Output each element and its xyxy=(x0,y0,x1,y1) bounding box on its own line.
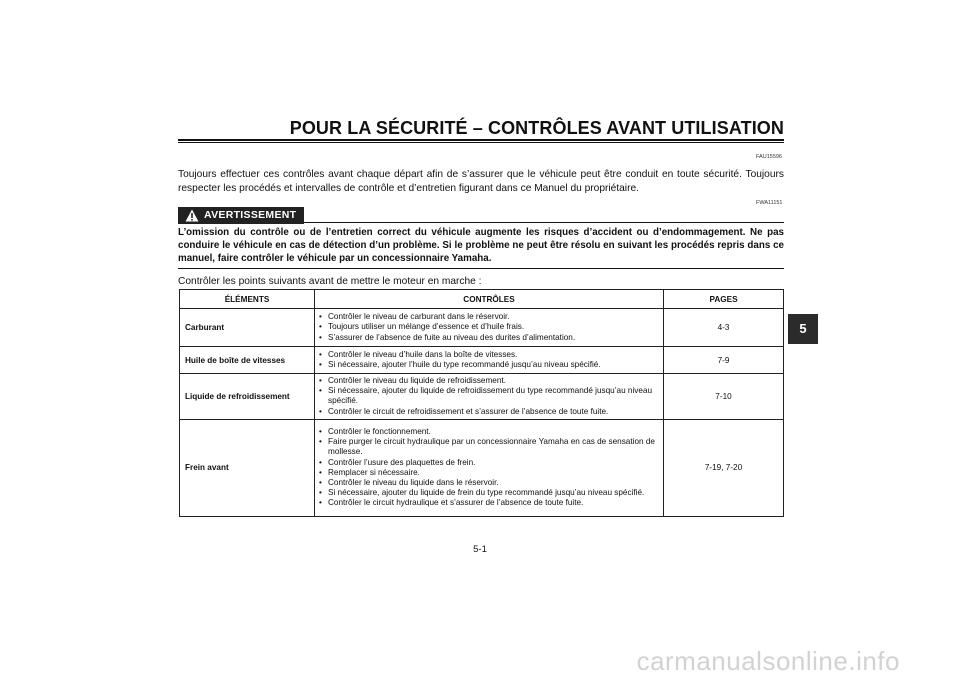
check-item: • Contrôler le circuit de refroidissement et s’assurer de l’absence de toute fuite. xyxy=(319,407,659,417)
row-checks xyxy=(315,419,664,516)
chapter-tab: 5 xyxy=(788,314,818,344)
warning-text: L’omission du contrôle ou de l’entretien correct du véhicule augmente les risques d’accident ou d’endommagement. Ne pas conduire le véhicule en cas de détection d’un problème. Si le problème ne peut être résolu en suivant les procédés repris dans ce manuel, faire contrôler le véhicule par un concessionnaire Yamaha. xyxy=(178,227,784,265)
header-checks: CONTRÔLES xyxy=(315,290,664,309)
row-element: Huile de boîte de vitesses xyxy=(180,347,315,374)
row-element: Carburant xyxy=(180,309,315,347)
page-number: 5-1 xyxy=(473,544,487,555)
warning-bottom-rule xyxy=(178,268,784,269)
row-checks xyxy=(315,309,664,347)
warning-rule xyxy=(304,222,784,223)
row-pages: 4-3 xyxy=(664,309,784,347)
header-elements: ÉLÉMENTS xyxy=(180,290,315,309)
row-pages: 7-19, 7-20 xyxy=(664,419,784,516)
check-item: • Contrôler le fonctionnement. xyxy=(319,427,659,437)
title-rule xyxy=(178,139,784,143)
warning-badge xyxy=(178,207,304,224)
checks-table xyxy=(179,289,784,517)
table-row xyxy=(180,309,784,347)
warning-label: AVERTISSEMENT xyxy=(204,209,297,221)
check-item: • Contrôler le niveau de carburant dans le réservoir. xyxy=(319,312,659,322)
check-item: • Si nécessaire, ajouter du liquide de refroidissement du type recommandé jusqu’au niveau spécifié. xyxy=(319,386,659,406)
table-header-row xyxy=(180,290,784,309)
row-pages: 7-9 xyxy=(664,347,784,374)
check-item: • Si nécessaire, ajouter l’huile du type recommandé jusqu’au niveau spécifié. xyxy=(319,360,659,370)
row-pages: 7-10 xyxy=(664,374,784,420)
section-code: FAU15596 xyxy=(756,154,782,160)
check-item: • S’assurer de l’absence de fuite au niveau des durites d’alimentation. xyxy=(319,333,659,343)
check-item: • Contrôler le niveau du liquide dans le réservoir. xyxy=(319,478,659,488)
warning-header xyxy=(178,207,784,225)
check-item: • Remplacer si nécessaire. xyxy=(319,468,659,478)
check-item: • Contrôler l’usure des plaquettes de frein. xyxy=(319,458,659,468)
check-item: • Contrôler le circuit hydraulique et s’assurer de l’absence de toute fuite. xyxy=(319,498,659,508)
row-element: Liquide de refroidissement xyxy=(180,374,315,420)
row-checks xyxy=(315,374,664,420)
check-item: • Toujours utiliser un mélange d’essence et d’huile frais. xyxy=(319,322,659,332)
check-item: • Faire purger le circuit hydraulique par un concessionnaire Yamaha en cas de sensation de mollesse. xyxy=(319,437,659,457)
header-pages: PAGES xyxy=(664,290,784,309)
warning-triangle-icon xyxy=(185,209,199,222)
check-item: • Contrôler le niveau d’huile dans la boîte de vitesses. xyxy=(319,350,659,360)
table-row xyxy=(180,374,784,420)
warning-code: FWA11151 xyxy=(756,200,783,206)
check-item: • Si nécessaire, ajouter du liquide de frein du type recommandé jusqu’au niveau spécifié. xyxy=(319,488,659,498)
page-title: POUR LA SÉCURITÉ – CONTRÔLES AVANT UTILISATION xyxy=(289,118,784,138)
check-item: • Contrôler le niveau du liquide de refroidissement. xyxy=(319,376,659,386)
intro-paragraph: Toujours effectuer ces contrôles avant chaque départ afin de s’assurer que le véhicule peut être conduit en toute sécurité. Toujours respecter les procédés et intervalles de contrôle et d’entretien figurant dans ce Manuel du propriétaire. xyxy=(178,169,784,194)
watermark: carmanualsonline.info xyxy=(636,646,900,676)
row-checks xyxy=(315,347,664,374)
row-element: Frein avant xyxy=(180,419,315,516)
table-row xyxy=(180,347,784,374)
check-intro: Contrôler les points suivants avant de mettre le moteur en marche : xyxy=(178,276,482,287)
table-row xyxy=(180,419,784,516)
